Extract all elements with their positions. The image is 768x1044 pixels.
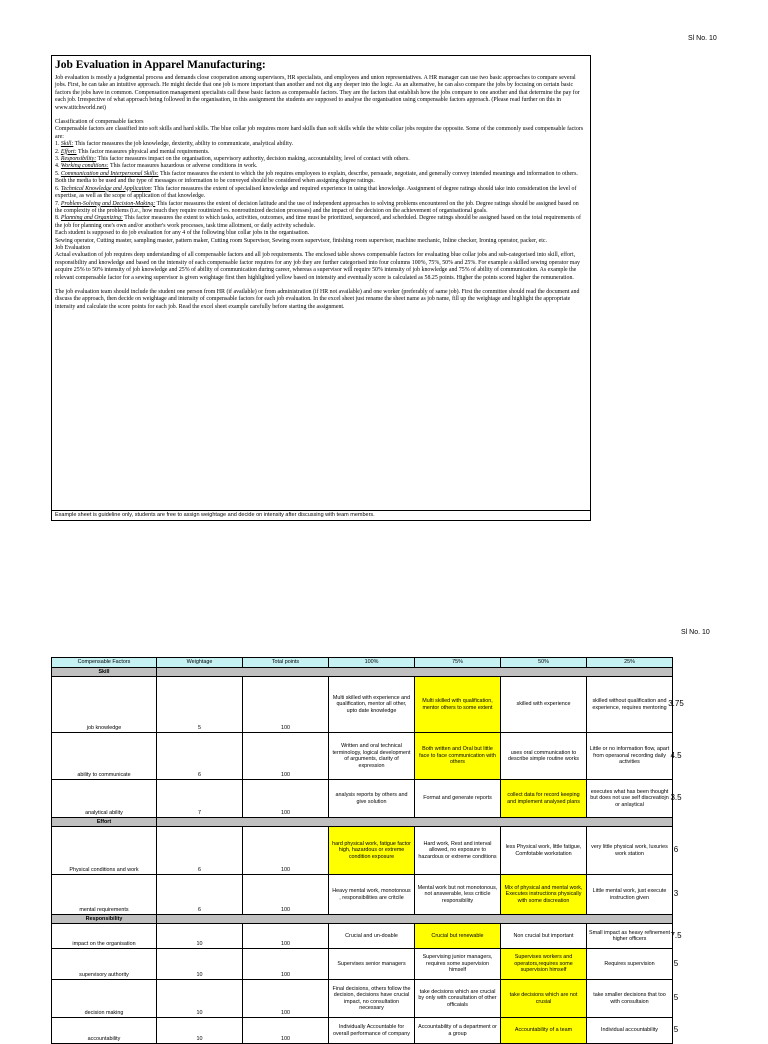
factor-number: 8. xyxy=(55,215,60,222)
intensity-50-cell: take decisions which are not crusial xyxy=(501,980,587,1018)
total-points-cell: 100 xyxy=(243,780,329,818)
factor-text: : This factor measures the extent of specialised knowledge and required experience in using that knowledge. Assignment of degree ratings should take into consideration the level of expertise, as well as the scope of application of that knowledge. xyxy=(55,185,577,200)
total-points-cell: 100 xyxy=(243,1018,329,1044)
intensity-25-cell: Small impact as heavy refinement higher officers xyxy=(587,924,673,949)
intensity-100-cell: Multi skilled with experience and qualification, mentor all other, upto date knowledge xyxy=(329,677,415,733)
factor-cell: supervisory authority xyxy=(52,949,157,980)
column-header: 25% xyxy=(587,658,673,668)
section-row xyxy=(52,915,673,924)
intensity-75-cell: Both written and Oral but little face to face communication with others xyxy=(415,733,501,780)
factor-cell: Physical conditions and work xyxy=(52,827,157,875)
factor-item xyxy=(55,215,587,230)
column-header: Compensable Factors xyxy=(52,658,157,668)
table-row xyxy=(52,827,673,875)
section-filler xyxy=(157,915,673,924)
total-points-cell: 100 xyxy=(243,924,329,949)
score-value: 3 xyxy=(673,889,679,898)
factor-name: Planning and Organizing: xyxy=(60,215,123,222)
job-eval-paragraph: Actual evaluation of job requires deep understanding of all compensable factors and all job requirements. The enclosed table shows compensable factors for evaluating blue collar jobs and sub-categorised into skill, effort, responsibility and knowledge and based on the intensity of each compensable factor requires for any job they are further categorised into four columns 100%, 75%, 50% and 25%. For example a skilled sewing operator may acquire 25% to 50% intensity of job knowledge and 25% of ability of communication during career, whereas a supervisor will require 50% intensity of job knowledge and 75% of ability of communication. As example the relevant compensable factor for a sewing supervisor is given weightage first then highlighted yellow based on intensity and eventually score is calculated as 58.25 points. Higher the points scored higher the remuneration. xyxy=(55,252,580,281)
factor-text: This factor measures physical and mental requirements. xyxy=(76,148,210,155)
factor-text: This factor measures the extent to which the job requires employees to explain, describe, persuade, negotiate, and generally convey intended meanings and information to others. Both the media to be used and the type of messages or information to be conveyed should be considered when assigning degree ratings. xyxy=(55,170,578,185)
intensity-100-cell: Supervises senior managers xyxy=(329,949,415,980)
factor-list xyxy=(55,141,587,230)
intensity-25-cell: Little or no information flow, apart from operaonal recording daily activities xyxy=(587,733,673,780)
table-row xyxy=(52,1018,673,1044)
intensity-75-cell: take decisions which are crucial by only with consultation of other officaials xyxy=(415,980,501,1018)
score-value: 3.75 xyxy=(668,699,684,708)
intensity-50-cell: Supervises workers and operators,requires some supervision himself xyxy=(501,949,587,980)
total-points-cell: 100 xyxy=(243,733,329,780)
total-points-cell: 100 xyxy=(243,949,329,980)
factor-cell: impact on the organisation xyxy=(52,924,157,949)
total-points-cell: 100 xyxy=(243,875,329,915)
intensity-50-cell: uses oral communication to describe simple routine works xyxy=(501,733,587,780)
factor-text: This factor measures the job knowledge, dexterity, ability to communicate, analytical ability. xyxy=(73,141,293,148)
total-points-cell: 100 xyxy=(243,827,329,875)
score-value: 4.5 xyxy=(670,750,682,760)
score-value: 3.5 xyxy=(670,793,682,802)
jobs-paragraph: Each student is supposed to do job evaluation for any 4 of the following blue collar jobs in the organisation. xyxy=(55,230,310,237)
factor-item xyxy=(55,186,587,201)
job-eval-heading: Job Evaluation xyxy=(55,244,91,251)
factor-item xyxy=(55,141,587,148)
intensity-75-cell: Hard work, Rest and interval allowed, no exposure to hazardous or extreme conditions xyxy=(415,827,501,875)
table-header-row xyxy=(52,658,673,668)
factor-name: Communication and Interpersonal Skills: xyxy=(60,170,159,177)
factor-cell: ability to communicate xyxy=(52,733,157,780)
weightage-cell: 5 xyxy=(157,677,243,733)
section-filler xyxy=(157,818,673,827)
intensity-50-cell: collect data for record keeping and implement analysed plans xyxy=(501,780,587,818)
intensity-50-cell: skilled with experience xyxy=(501,677,587,733)
column-header: 100% xyxy=(329,658,415,668)
intensity-100-cell: analysis reports by others and give solution xyxy=(329,780,415,818)
factor-cell: analytical ability xyxy=(52,780,157,818)
intensity-25-cell: Little mental work, just execute instruction given xyxy=(587,875,673,915)
intensity-75-cell: Format and generate reports xyxy=(415,780,501,818)
factor-number: 7. xyxy=(55,200,60,207)
weightage-cell: 10 xyxy=(157,924,243,949)
score-value: 5 xyxy=(673,993,679,1002)
factor-number: 3. xyxy=(55,156,60,163)
factor-cell: mental requirements xyxy=(52,875,157,915)
intensity-50-cell: Accountability of a team xyxy=(501,1018,587,1044)
intensity-75-cell: Crucial but renewable xyxy=(415,924,501,949)
column-header: 75% xyxy=(415,658,501,668)
intensity-75-cell: Supervising junior managers, requires some supervision himself xyxy=(415,949,501,980)
section-label: Responsibility xyxy=(52,915,157,924)
sl-no-bottom: Sl No. 10 xyxy=(681,629,710,636)
total-points-cell: 100 xyxy=(243,980,329,1018)
factor-name: Skill: xyxy=(60,141,74,148)
intensity-50-cell: less Physical work, little fatigue, Comfotable workstation xyxy=(501,827,587,875)
weightage-cell: 6 xyxy=(157,875,243,915)
factor-number: 1. xyxy=(55,141,60,148)
classification-heading: Classification of compensable factors xyxy=(55,119,144,126)
weightage-cell: 7 xyxy=(157,780,243,818)
table-row xyxy=(52,733,673,780)
factor-number: 6. xyxy=(55,185,60,192)
score-value: 7.5 xyxy=(670,930,682,940)
section-row xyxy=(52,668,673,677)
factor-item xyxy=(55,201,587,216)
intensity-100-cell: hard physical work, fatigue factor high, hazardous or extreme condition exposure xyxy=(329,827,415,875)
intensity-50-cell: Non crucial but important xyxy=(501,924,587,949)
score-value: 6 xyxy=(673,845,679,854)
intensity-75-cell: Accountability of a department or a group xyxy=(415,1018,501,1044)
classification-intro: Compensable factors are classified into soft skills and hard skills. The blue collar job requires more hard skills than soft skills while the white collar jobs require the opposite. Some of the commonly used compensable factors are: xyxy=(55,126,584,140)
table-row xyxy=(52,780,673,818)
factor-number: 4. xyxy=(55,163,60,170)
weightage-cell: 6 xyxy=(157,733,243,780)
section-filler xyxy=(157,668,673,677)
factor-name: Problem-Solving and Decision-Making: xyxy=(60,200,156,207)
intensity-25-cell: very little physical work, luxuries work station xyxy=(587,827,673,875)
weightage-cell: 10 xyxy=(157,980,243,1018)
intensity-25-cell: executes what has been thought but does not use self discreatiojn or anlaytical xyxy=(587,780,673,818)
factor-text: This factor measures the extent to which tasks, activities, outcomes, and time must be prioritized, sequenced, and scheduled. Degree ratings should be assigned based on the total requirements of the job for planning one's own and/or another's work processes, task time allotment, or daily activity schedule. xyxy=(55,215,581,229)
intro-paragraph: Job evaluation is mostly a judgmental process and demands close cooperation among supervisors, HR specialists, and employees and union representatives. A HR manager can use two basic approaches to compare several jobs. First, he can take an intuitive approach. He might decide that one job is more important than another and not dig any deeper into the logic. As an alternative, he can also compare the jobs by focusing on certain basic factors the jobs have in common. Compensation management specialists call these basic factors as compensable factors. They are the factors that establish how the jobs compare to one another and that determine the pay for each job. Irrespective of what approach being followed in the organisation, in this assignment the students are supposed to analyse the organisation using compensable factors approach. (Please read further on this in www.stitchworld.net) xyxy=(55,75,580,111)
intensity-100-cell: Crucial and un-doable xyxy=(329,924,415,949)
intensity-25-cell: Requires supervision xyxy=(587,949,673,980)
factor-number: 5. xyxy=(55,170,60,177)
factor-cell: decision making xyxy=(52,980,157,1018)
column-header: 50% xyxy=(501,658,587,668)
factor-name: Technical Knowledge and Application xyxy=(60,185,151,192)
intensity-25-cell: take smaller decisions that too with consultaion xyxy=(587,980,673,1018)
intensity-75-cell: Multi skilled with qualification, mentor others to some extent xyxy=(415,677,501,733)
table-row xyxy=(52,875,673,915)
factor-name: Working conditions: xyxy=(60,163,109,170)
intensity-75-cell: Mental work but not monotonous, not answerable, less criticle responsibility xyxy=(415,875,501,915)
table-row xyxy=(52,980,673,1018)
document-title: Job Evaluation in Apparel Manufacturing: xyxy=(55,59,266,71)
factor-cell: job knowledge xyxy=(52,677,157,733)
intensity-100-cell: Final decisions, others follow the decision, decisions have crucial impact, no consultation necessary xyxy=(329,980,415,1018)
guideline-note: Example sheet is guideline only, students are free to assign weightage and decide on intensity after discussing with team members. xyxy=(52,510,590,520)
factor-item xyxy=(55,171,587,186)
column-header: Weightage xyxy=(157,658,243,668)
sl-no-top: Sl No. 10 xyxy=(688,35,717,42)
factor-text: This factor measures impact on the organisation, supervisory authority, decision making, accountability, level of contact with others. xyxy=(96,156,410,163)
jobs-list: Sewing operator, Cutting master, sampling master, pattern maker, Cutting room Supervisor, Sewing room supervisor, finishing room supervisor, machine mechanic, Inline checker, Ironing operator, packer, etc. xyxy=(55,237,547,244)
intensity-100-cell: Heavy mental work, monotonous , responsibilities are critcile xyxy=(329,875,415,915)
score-value: 5 xyxy=(673,958,679,968)
weightage-cell: 6 xyxy=(157,827,243,875)
description-box xyxy=(51,55,591,521)
factor-name: Effort: xyxy=(60,148,77,155)
intensity-100-cell: Written and oral technical terminology, logical development of arguments, clarity of expression xyxy=(329,733,415,780)
weightage-cell: 10 xyxy=(157,949,243,980)
evaluation-table xyxy=(51,657,673,1044)
column-header: Total points xyxy=(243,658,329,668)
factor-item xyxy=(55,149,587,156)
intensity-100-cell: Individually Accountable for overall performance of company xyxy=(329,1018,415,1044)
factor-name: Responsibility: xyxy=(60,156,97,163)
factor-item xyxy=(55,163,587,170)
weightage-cell: 10 xyxy=(157,1018,243,1044)
factor-text: This factor measures hazardous or adverse conditions in work. xyxy=(108,163,258,170)
intensity-25-cell: Individual accountability xyxy=(587,1018,673,1044)
total-points-cell: 100 xyxy=(243,677,329,733)
section-label: Skill xyxy=(52,668,157,677)
intensity-25-cell: skilled without qualification and experience, requires mentoring xyxy=(587,677,673,733)
section-row xyxy=(52,818,673,827)
factor-text: This factor measures the extent of decision latitude and the use of independent approaches to solving problems encountered on the job. Degree ratings should be assigned based on the complexity of the problems (i.e., how much they require routinized vs. nonroutinized decision processes) and the impact of the decision on the achievement of organisational goals. xyxy=(55,200,579,214)
table-row xyxy=(52,949,673,980)
table-row xyxy=(52,924,673,949)
score-value: 5 xyxy=(673,1025,679,1034)
factor-cell: accountability xyxy=(52,1018,157,1044)
factor-number: 2. xyxy=(55,148,60,155)
team-paragraph: The job evaluation team should include the student one person from HR (if available) or from administration (if HR not available) and one worker (preferably of same job). First the committee should read the document and discuss the approach, then decide on weightage and intensity of compensable factors for each job evaluation. In the excel sheet just rename the sheet name as job name, fill up the weightage and highlight the appropriate intensity and calculate the score points for each job. Read the excel sheet example carefully before starting the assignment. xyxy=(55,288,580,310)
table-row xyxy=(52,677,673,733)
intensity-50-cell: Mix of physical and mental work, Executes instructions physically with some discreation xyxy=(501,875,587,915)
section-label: Effort xyxy=(52,818,157,827)
